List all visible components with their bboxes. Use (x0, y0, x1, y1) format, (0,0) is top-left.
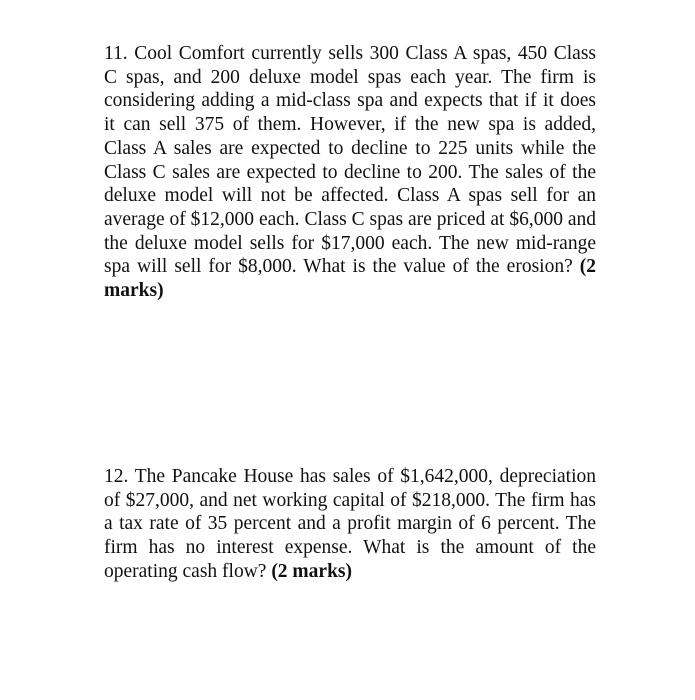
question-12 (104, 465, 596, 584)
question-12-marks: (2 marks) (271, 560, 353, 582)
question-12-text: 12. The Pancake House has sales of $1,642,000, depreciation of $27,000, and net working capital of $218,000. The firm has a tax rate of 35 percent and a profit margin of 6 percent. The firm has no interest expense. What is the amount of the operating cash flow? (104, 466, 596, 582)
question-11-marks: (2 marks) (104, 256, 596, 302)
question-11 (104, 42, 596, 303)
question-11-text: 11. Cool Comfort currently sells 300 Class A spas, 450 Class C spas, and 200 deluxe model spas each year. The firm is considering adding a mid-class spa and expects that if it does it can sell 375 of them. However, if the new spa is added, Class A sales are expected to decline to 225 units while the Class C sales are expected to decline to 200. The sales of the deluxe model will not be affected. Class A spas sell for an average of $12,000 each. Class C spas are priced at $6,000 and the deluxe model sells for $17,000 each. The new mid-range spa will sell for $8,000. What is the value of the erosion? (104, 43, 596, 278)
